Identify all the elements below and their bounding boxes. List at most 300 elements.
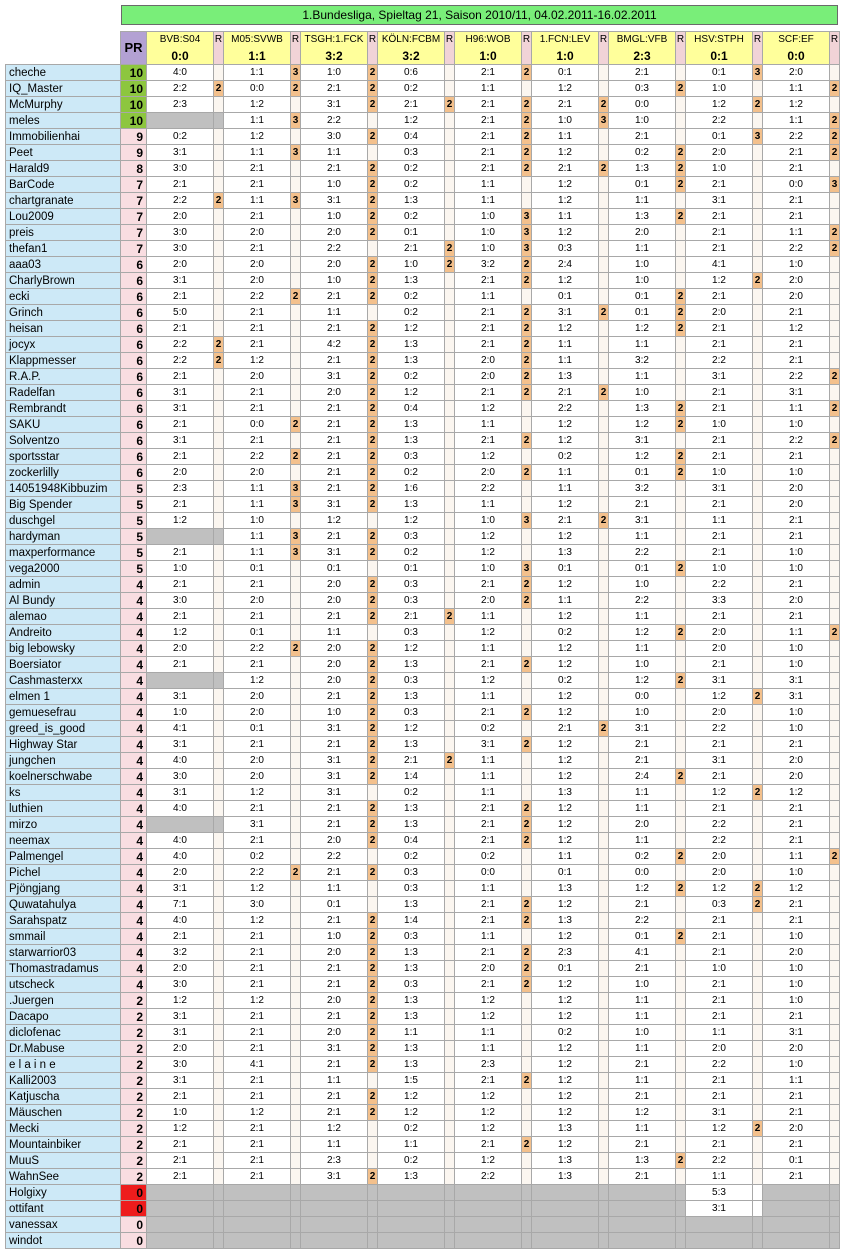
player-points: 6 (121, 417, 147, 433)
player-name: Highway Star (6, 737, 121, 753)
points-cell (445, 1121, 455, 1137)
tip-cell: 0:1 (686, 129, 753, 145)
points-cell (445, 1041, 455, 1057)
table-row (6, 881, 840, 897)
points-cell: 3 (291, 481, 301, 497)
points-cell (445, 65, 455, 81)
tip-cell: 2:1 (224, 401, 291, 417)
points-cell (214, 1105, 224, 1121)
tip-cell: 1:0 (763, 545, 830, 561)
tip-cell: 2:2 (609, 913, 676, 929)
tip-cell: 0:1 (686, 65, 753, 81)
points-cell (830, 641, 840, 657)
tip-cell: 1:2 (532, 1073, 599, 1089)
points-cell (599, 993, 609, 1009)
points-cell (445, 1217, 455, 1233)
points-cell (445, 177, 455, 193)
tip-cell: 2:0 (686, 705, 753, 721)
tip-cell: 2:1 (763, 897, 830, 913)
points-cell (676, 801, 686, 817)
tip-cell: 1:0 (301, 273, 368, 289)
tip-cell: 1:0 (609, 113, 676, 129)
table-row (6, 369, 840, 385)
tip-cell: 2:1 (763, 913, 830, 929)
table-row (6, 193, 840, 209)
tip-cell: 2:1 (609, 65, 676, 81)
points-cell (445, 1233, 455, 1249)
points-cell (291, 577, 301, 593)
points-cell (830, 1073, 840, 1089)
tip-cell: 0:1 (532, 865, 599, 881)
tip-cell: 1:0 (763, 705, 830, 721)
points-cell (291, 465, 301, 481)
tip-cell: 4:1 (609, 945, 676, 961)
player-points: 10 (121, 81, 147, 97)
player-name: hardyman (6, 529, 121, 545)
table-row (6, 705, 840, 721)
points-cell (214, 961, 224, 977)
points-cell (214, 273, 224, 289)
player-points: 4 (121, 785, 147, 801)
tip-cell: 0:1 (609, 561, 676, 577)
points-cell: 2 (368, 545, 378, 561)
player-name: Radelfan (6, 385, 121, 401)
points-cell (676, 721, 686, 737)
tip-cell: 1:2 (147, 513, 214, 529)
points-cell (753, 1233, 763, 1249)
points-cell (291, 609, 301, 625)
table-row (6, 769, 840, 785)
tip-cell: 1:1 (455, 929, 522, 945)
points-cell: 2 (368, 769, 378, 785)
points-cell (753, 145, 763, 161)
points-cell (753, 433, 763, 449)
points-cell (368, 305, 378, 321)
points-cell (522, 1201, 532, 1217)
points-cell (676, 833, 686, 849)
tip-cell: 2:0 (301, 257, 368, 273)
tip-cell: 1:1 (609, 1073, 676, 1089)
points-cell (522, 497, 532, 513)
points-cell (368, 1233, 378, 1249)
tip-cell: 3:0 (147, 769, 214, 785)
points-cell (445, 657, 455, 673)
tip-cell: 4:1 (686, 257, 753, 273)
table-row (6, 209, 840, 225)
tip-cell: 2:1 (686, 449, 753, 465)
points-cell (599, 225, 609, 241)
player-points: 4 (121, 737, 147, 753)
player-name: IQ_Master (6, 81, 121, 97)
tip-cell: 2:1 (147, 577, 214, 593)
points-cell (753, 865, 763, 881)
tip-cell: 2:0 (763, 1041, 830, 1057)
player-name: elmen 1 (6, 689, 121, 705)
points-cell (522, 177, 532, 193)
points-cell (522, 1217, 532, 1233)
tip-cell: 2:0 (147, 257, 214, 273)
tip-cell: 1:0 (301, 177, 368, 193)
tip-cell: 1:1 (686, 513, 753, 529)
tip-cell: 1:3 (378, 1169, 445, 1185)
points-cell (214, 881, 224, 897)
points-cell (676, 1169, 686, 1185)
tip-cell: 2:1 (609, 737, 676, 753)
points-cell (753, 625, 763, 641)
points-cell (214, 497, 224, 513)
points-cell: 2 (522, 305, 532, 321)
points-cell (445, 721, 455, 737)
points-cell (599, 81, 609, 97)
tip-cell: 1:1 (686, 1025, 753, 1041)
points-cell: 2 (830, 433, 840, 449)
tip-cell: 2:0 (224, 753, 291, 769)
tip-cell: 1:2 (224, 97, 291, 113)
tip-cell: 1:3 (378, 273, 445, 289)
tip-cell: 2:1 (224, 1041, 291, 1057)
points-cell (291, 1073, 301, 1089)
tip-cell: 1:0 (686, 961, 753, 977)
tip-cell: 2:1 (763, 609, 830, 625)
tip-cell: 3:1 (455, 737, 522, 753)
points-cell (599, 1153, 609, 1169)
points-cell (676, 1025, 686, 1041)
tip-cell: 1:2 (532, 769, 599, 785)
points-cell (830, 673, 840, 689)
points-cell (445, 289, 455, 305)
points-cell: 2 (368, 225, 378, 241)
player-points: 6 (121, 465, 147, 481)
points-cell (522, 753, 532, 769)
points-cell (676, 577, 686, 593)
points-cell (599, 353, 609, 369)
points-cell (830, 929, 840, 945)
points-cell: 3 (291, 65, 301, 81)
player-name: Kalli2003 (6, 1073, 121, 1089)
points-cell: 2 (522, 369, 532, 385)
points-cell (291, 129, 301, 145)
points-cell (445, 321, 455, 337)
tip-cell: 1:2 (532, 577, 599, 593)
tip-cell: 1:2 (532, 417, 599, 433)
tip-cell: 2:1 (763, 577, 830, 593)
player-name: starwarrior03 (6, 945, 121, 961)
player-name: Boersiator (6, 657, 121, 673)
points-cell (599, 465, 609, 481)
tip-cell: 1:2 (455, 1121, 522, 1137)
points-cell (214, 657, 224, 673)
points-cell (599, 273, 609, 289)
points-cell (599, 1233, 609, 1249)
table-row (6, 177, 840, 193)
tip-cell: 1:0 (455, 561, 522, 577)
tip-cell: 0:1 (609, 465, 676, 481)
tip-cell: 0:2 (532, 625, 599, 641)
points-cell (368, 113, 378, 129)
tip-cell: 1:2 (455, 529, 522, 545)
player-points: 5 (121, 497, 147, 513)
tip-cell: 2:1 (455, 273, 522, 289)
game-code: TSGH:1.FCK (304, 34, 364, 45)
tip-cell: 1:0 (763, 561, 830, 577)
tip-cell (147, 1217, 214, 1233)
tip-cell: 2:2 (224, 865, 291, 881)
tip-cell: 0:2 (378, 465, 445, 481)
tip-cell: 3:1 (301, 785, 368, 801)
tip-cell: 1:1 (224, 65, 291, 81)
points-cell (214, 945, 224, 961)
tip-cell: 1:1 (224, 545, 291, 561)
points-cell: 2 (291, 81, 301, 97)
points-cell (599, 577, 609, 593)
tip-cell (609, 1233, 676, 1249)
tip-cell: 0:2 (609, 849, 676, 865)
player-name: Immobilienhai (6, 129, 121, 145)
game-result: 3:2 (402, 49, 420, 63)
tip-cell: 1:2 (763, 881, 830, 897)
points-cell (445, 769, 455, 785)
player-points: 2 (121, 1025, 147, 1041)
table-row (6, 161, 840, 177)
points-cell (445, 1169, 455, 1185)
points-cell (291, 753, 301, 769)
table-row (6, 737, 840, 753)
tip-cell: 1:2 (532, 705, 599, 721)
tip-cell: 1:1 (609, 801, 676, 817)
player-name: utscheck (6, 977, 121, 993)
points-cell (599, 801, 609, 817)
tip-cell: 1:1 (763, 849, 830, 865)
points-cell (599, 641, 609, 657)
points-cell: 2 (830, 625, 840, 641)
points-cell (830, 1169, 840, 1185)
points-cell (522, 1025, 532, 1041)
player-name: cheche (6, 65, 121, 81)
points-cell (291, 1233, 301, 1249)
tip-cell: 1:2 (609, 881, 676, 897)
points-cell (830, 897, 840, 913)
table-row (6, 1041, 840, 1057)
points-cell (599, 1025, 609, 1041)
header-pr: PR (121, 32, 147, 65)
points-cell (753, 801, 763, 817)
tip-cell: 1:2 (532, 817, 599, 833)
points-cell (753, 737, 763, 753)
tip-cell: 4:0 (147, 65, 214, 81)
tip-cell: 1:1 (763, 225, 830, 241)
tip-cell: 3:1 (686, 481, 753, 497)
points-cell: 2 (368, 1105, 378, 1121)
points-cell (830, 337, 840, 353)
tip-cell: 1:2 (224, 993, 291, 1009)
tip-cell: 2:3 (455, 1057, 522, 1073)
player-name: BarCode (6, 177, 121, 193)
points-cell (291, 433, 301, 449)
points-cell: 2 (830, 129, 840, 145)
tip-cell: 1:2 (532, 225, 599, 241)
tip-cell: 3:1 (301, 753, 368, 769)
tip-cell: 2:0 (609, 817, 676, 833)
points-cell (291, 385, 301, 401)
points-cell (753, 465, 763, 481)
tip-cell: 0:4 (378, 401, 445, 417)
tip-cell: 2:1 (224, 1137, 291, 1153)
tip-cell: 2:0 (455, 369, 522, 385)
tip-cell: 2:1 (224, 1121, 291, 1137)
tip-cell: 1:3 (532, 369, 599, 385)
points-cell (522, 481, 532, 497)
tip-cell: 2:2 (301, 241, 368, 257)
points-cell (522, 1153, 532, 1169)
tip-cell: 0:2 (378, 305, 445, 321)
points-cell: 2 (368, 1009, 378, 1025)
tip-cell: 0:1 (224, 625, 291, 641)
tip-cell: 1:1 (532, 481, 599, 497)
tip-cell: 1:3 (532, 1121, 599, 1137)
player-points: 4 (121, 897, 147, 913)
player-points: 7 (121, 241, 147, 257)
points-cell: 2 (368, 865, 378, 881)
points-cell (676, 865, 686, 881)
points-cell (214, 209, 224, 225)
points-cell (830, 529, 840, 545)
player-points: 4 (121, 865, 147, 881)
player-name: Katjuscha (6, 1089, 121, 1105)
points-cell (830, 657, 840, 673)
tip-cell: 1:0 (763, 721, 830, 737)
tip-cell: 1:1 (609, 609, 676, 625)
points-cell: 2 (522, 961, 532, 977)
tip-cell: 1:2 (532, 929, 599, 945)
points-cell (676, 689, 686, 705)
table-row (6, 945, 840, 961)
points-cell (830, 1009, 840, 1025)
points-cell (214, 721, 224, 737)
points-cell (522, 1233, 532, 1249)
player-name: Rembrandt (6, 401, 121, 417)
points-cell (599, 705, 609, 721)
header-r: R (522, 32, 532, 65)
points-cell (445, 705, 455, 721)
tip-cell: 2:3 (147, 481, 214, 497)
points-cell (830, 305, 840, 321)
player-points: 9 (121, 145, 147, 161)
points-cell: 2 (522, 465, 532, 481)
tip-cell: 0:3 (378, 705, 445, 721)
game-result: 1:1 (248, 49, 266, 63)
tip-cell: 3:1 (301, 769, 368, 785)
player-name: CharlyBrown (6, 273, 121, 289)
tip-cell: 1:2 (532, 977, 599, 993)
points-cell (291, 657, 301, 673)
points-cell (291, 1041, 301, 1057)
points-cell (214, 433, 224, 449)
tip-cell: 0:2 (455, 849, 522, 865)
tip-cell: 1:1 (455, 497, 522, 513)
tip-cell: 1:1 (224, 113, 291, 129)
points-cell (599, 961, 609, 977)
points-cell (753, 961, 763, 977)
tip-cell (686, 1217, 753, 1233)
points-cell (291, 1185, 301, 1201)
tip-cell: 2:2 (686, 1153, 753, 1169)
header-row (6, 32, 840, 65)
points-cell (830, 1041, 840, 1057)
game-code: SCF:EF (778, 34, 814, 45)
points-cell (599, 1137, 609, 1153)
tip-cell: 1:0 (609, 977, 676, 993)
tip-cell: 2:0 (686, 145, 753, 161)
tip-cell: 1:1 (609, 241, 676, 257)
tip-cell: 2:1 (455, 65, 522, 81)
points-cell: 2 (522, 145, 532, 161)
tip-cell: 1:0 (301, 929, 368, 945)
points-cell (291, 97, 301, 113)
tip-cell: 2:1 (224, 161, 291, 177)
points-cell (753, 1137, 763, 1153)
points-cell (753, 289, 763, 305)
points-cell (830, 65, 840, 81)
tip-cell: 1:2 (378, 321, 445, 337)
tip-cell: 1:2 (532, 737, 599, 753)
points-cell (368, 1137, 378, 1153)
tip-cell: 2:2 (147, 81, 214, 97)
tip-cell (609, 1217, 676, 1233)
tip-cell: 0:3 (378, 625, 445, 641)
game-result: 1:0 (479, 49, 497, 63)
points-cell (368, 897, 378, 913)
points-cell (599, 321, 609, 337)
player-name: Dacapo (6, 1009, 121, 1025)
points-cell (214, 65, 224, 81)
tip-cell: 3:1 (763, 1025, 830, 1041)
tip-cell (147, 1233, 214, 1249)
tip-cell: 2:1 (301, 353, 368, 369)
ranking-body (6, 65, 840, 1249)
player-points: 4 (121, 977, 147, 993)
tip-cell (147, 113, 214, 129)
points-cell: 2 (599, 721, 609, 737)
points-cell (676, 593, 686, 609)
tip-cell: 1:1 (455, 417, 522, 433)
tip-cell: 2:1 (609, 129, 676, 145)
tip-cell: 1:4 (378, 913, 445, 929)
points-cell: 2 (753, 785, 763, 801)
points-cell (830, 817, 840, 833)
player-name: Pichel (6, 865, 121, 881)
points-cell: 2 (522, 353, 532, 369)
tip-cell: 2:1 (224, 833, 291, 849)
points-cell (599, 1201, 609, 1217)
tip-cell: 2:1 (301, 1057, 368, 1073)
points-cell (676, 1057, 686, 1073)
points-cell (599, 241, 609, 257)
points-cell (676, 1217, 686, 1233)
tip-cell: 0:2 (532, 1025, 599, 1041)
points-cell: 2 (522, 385, 532, 401)
tip-cell: 2:1 (455, 337, 522, 353)
tip-cell: 1:2 (378, 113, 445, 129)
points-cell (676, 337, 686, 353)
points-cell (830, 1233, 840, 1249)
tip-cell: 2:2 (609, 545, 676, 561)
points-cell: 2 (676, 209, 686, 225)
points-cell (830, 321, 840, 337)
points-cell (445, 529, 455, 545)
tip-cell: 2:0 (763, 753, 830, 769)
table-row (6, 593, 840, 609)
points-cell (676, 977, 686, 993)
